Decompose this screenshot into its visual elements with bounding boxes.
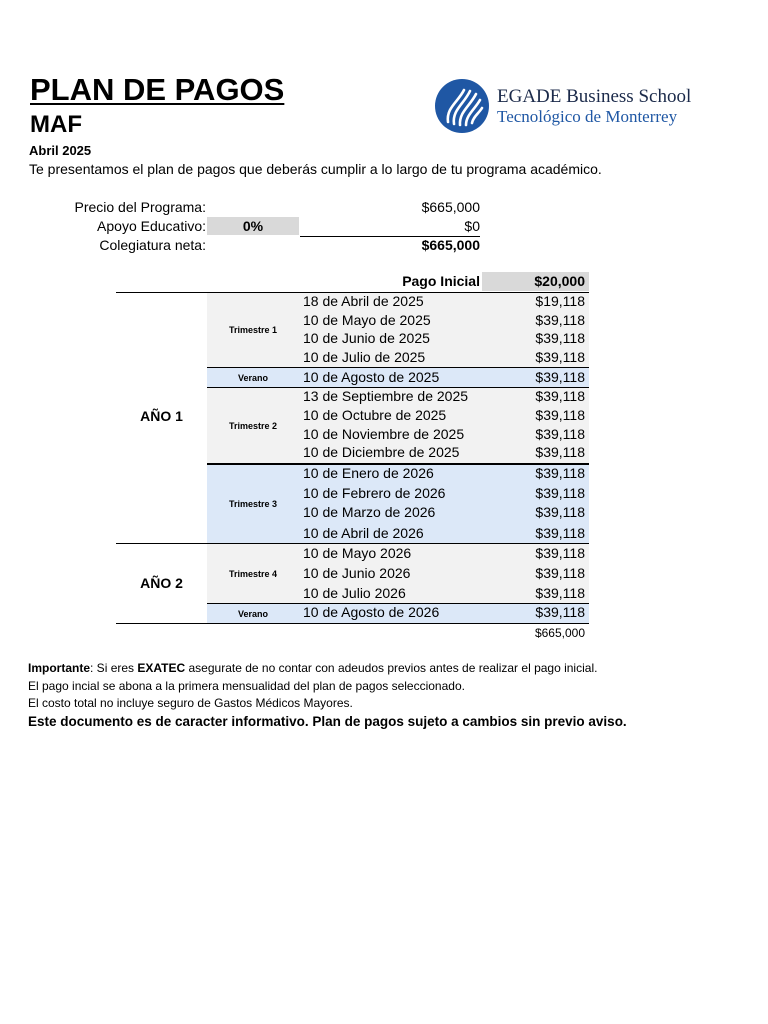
egade-logo <box>434 78 691 134</box>
net-amount: $665,000 <box>421 237 480 253</box>
support-label: Apoyo Educativo: <box>97 218 206 234</box>
payment-row <box>299 329 589 348</box>
payment-row <box>299 406 589 425</box>
payment-amount: $39,118 <box>535 388 585 404</box>
payment-date: 10 de Febrero de 2026 <box>303 485 446 501</box>
exatec-label: EXATEC <box>137 661 186 675</box>
payment-amount: $39,118 <box>535 369 585 385</box>
initial-payment-label: Pago Inicial <box>402 273 480 289</box>
period-trimestre-1: Trimestre 1 <box>228 325 278 335</box>
year-1-label: AÑO 1 <box>140 408 183 424</box>
payment-date: 10 de Diciembre de 2025 <box>303 444 460 460</box>
payment-row <box>299 348 589 367</box>
important-note <box>28 660 597 677</box>
payment-date: 10 de Julio de 2025 <box>303 349 426 365</box>
logo-institution-name: Tecnológico de Monterrey <box>497 107 678 126</box>
payment-row <box>299 503 589 522</box>
payment-amount: $39,118 <box>535 465 585 481</box>
schedule-total: $665,000 <box>534 626 585 640</box>
payment-date: 10 de Octubre de 2025 <box>303 407 447 423</box>
payment-row <box>299 603 589 622</box>
payment-row <box>299 524 589 543</box>
payment-date: 10 de Marzo de 2026 <box>303 504 436 520</box>
payment-row <box>299 443 589 462</box>
payment-date: 10 de Mayo 2026 <box>303 545 412 561</box>
payment-amount: $39,118 <box>535 585 585 601</box>
program-name: MAF <box>30 111 82 138</box>
payment-amount: $39,118 <box>535 504 585 520</box>
logo-school-name: EGADE Business School <box>497 86 692 107</box>
period-trimestre-3: Trimestre 3 <box>228 498 278 509</box>
payment-amount: $39,118 <box>535 525 585 541</box>
period-trimestre-4: Trimestre 4 <box>228 568 278 579</box>
support-percent: 0% <box>207 217 299 235</box>
payment-amount: $39,118 <box>535 312 585 328</box>
intro-text: Te presentamos el plan de pagos que deberás cumplir a lo largo de tu programa académico. <box>29 161 602 177</box>
period-verano-1: Verano <box>237 372 268 383</box>
payment-amount: $39,118 <box>535 407 585 423</box>
payment-date: 10 de Abril de 2026 <box>303 525 424 541</box>
payment-date: 18 de Abril de 2025 <box>303 293 424 309</box>
payment-date: 10 de Mayo de 2025 <box>303 312 431 328</box>
support-amount: $0 <box>464 218 480 234</box>
payment-row <box>299 484 589 503</box>
payment-amount: $39,118 <box>535 426 585 442</box>
payment-row <box>299 387 589 406</box>
disclaimer-note: Este documento es de caracter informativo. Plan de pagos sujeto a cambios sin previo aviso. <box>28 714 627 729</box>
year-2-label: AÑO 2 <box>140 575 183 591</box>
payment-row <box>299 464 589 483</box>
payment-row <box>299 544 589 563</box>
payment-date: 10 de Junio 2026 <box>303 565 411 581</box>
payment-amount: $39,118 <box>535 330 585 346</box>
program-price-value: $665,000 <box>421 199 480 215</box>
document-date: Abril 2025 <box>29 143 92 158</box>
important-label: Importante <box>28 661 91 675</box>
payment-row <box>299 564 589 583</box>
payment-date: 10 de Enero de 2026 <box>303 465 434 481</box>
important-text-post: asegurate de no contar con adeudos previos antes de realizar el pago inicial. <box>185 661 598 675</box>
payment-amount: $39,118 <box>535 604 585 620</box>
payment-amount: $39,118 <box>535 565 585 581</box>
payment-amount: $19,118 <box>535 293 585 309</box>
initial-payment-amount: $20,000 <box>482 272 589 291</box>
payment-amount: $39,118 <box>535 545 585 561</box>
payment-row <box>299 425 589 444</box>
insurance-note: El costo total no incluye seguro de Gastos Médicos Mayores. <box>28 696 353 710</box>
payment-amount: $39,118 <box>535 485 585 501</box>
payment-row <box>299 584 589 603</box>
page-title: PLAN DE PAGOS <box>30 72 285 107</box>
payment-amount: $39,118 <box>535 444 585 460</box>
payment-date: 10 de Junio de 2025 <box>303 330 430 346</box>
flame-emblem-icon <box>434 78 490 134</box>
payment-date: 10 de Agosto de 2026 <box>303 604 440 620</box>
payment-row <box>299 292 589 311</box>
important-text-pre: : Si eres <box>90 661 138 675</box>
net-label: Colegiatura neta: <box>99 237 206 253</box>
initial-payment-note: El pago incial se abona a la primera mensualidad del plan de pagos seleccionado. <box>28 679 465 693</box>
period-verano-2: Verano <box>237 608 268 619</box>
payment-date: 10 de Noviembre de 2025 <box>303 426 465 442</box>
payment-row <box>299 311 589 330</box>
payment-row <box>299 368 589 387</box>
payment-amount: $39,118 <box>535 349 585 365</box>
payment-date: 10 de Agosto de 2025 <box>303 369 440 385</box>
program-price-label: Precio del Programa: <box>74 199 206 215</box>
table-bottom-rule <box>116 623 589 624</box>
payment-date: 10 de Julio 2026 <box>303 585 406 601</box>
period-trimestre-2: Trimestre 2 <box>228 420 278 431</box>
payment-date: 13 de Septiembre de 2025 <box>303 388 469 404</box>
